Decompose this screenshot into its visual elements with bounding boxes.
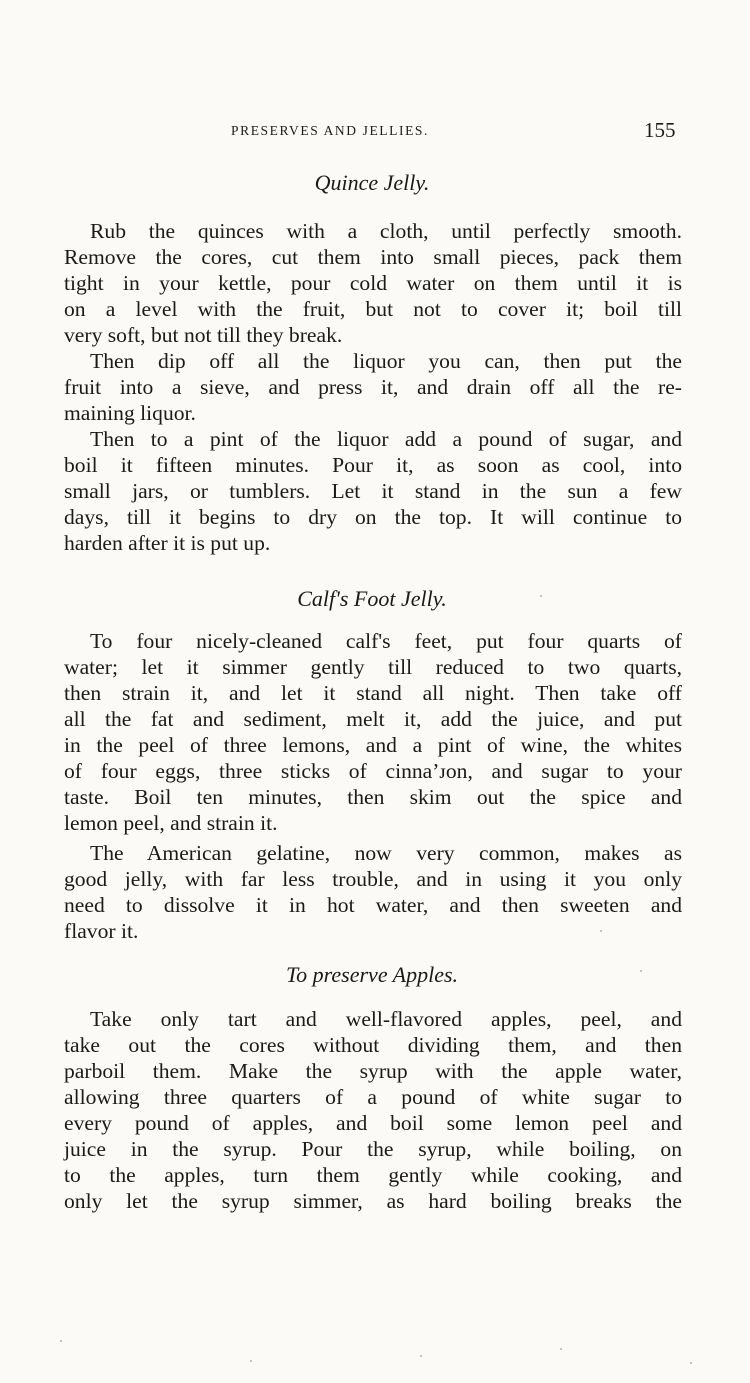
text-line: The American gelatine, now very common, makes as bbox=[90, 841, 682, 865]
text-line: to the apples, turn them gently while cooking, and bbox=[64, 1163, 682, 1187]
text-line: water; let it simmer gently till reduced to two quarts, bbox=[64, 655, 682, 679]
text-line: take out the cores without dividing them, and then bbox=[64, 1033, 682, 1057]
scan-speck bbox=[250, 1360, 252, 1362]
paragraph bbox=[64, 840, 682, 944]
scan-speck bbox=[560, 1348, 562, 1350]
text-line: allowing three quarters of a pound of white sugar to bbox=[64, 1085, 682, 1109]
text-line: need to dissolve it in hot water, and then sweeten and bbox=[64, 893, 682, 917]
running-head bbox=[0, 118, 750, 146]
scan-speck bbox=[600, 930, 602, 932]
text-line: flavor it. bbox=[64, 919, 139, 943]
text-line: small jars, or tumblers. Let it stand in the sun a few bbox=[64, 479, 682, 503]
text-line: Take only tart and well-flavored apples, peel, and bbox=[90, 1007, 682, 1031]
text-line: on a level with the fruit, but not to cover it; boil till bbox=[64, 297, 682, 321]
text-line: good jelly, with far less trouble, and in using it you only bbox=[64, 867, 682, 891]
paragraph bbox=[64, 1006, 682, 1214]
text-line: To four nicely-cleaned calf's feet, put four quarts of bbox=[90, 629, 682, 653]
text-line: maining liquor. bbox=[64, 401, 196, 425]
section-heading-quince-jelly: Quince Jelly. bbox=[314, 170, 430, 195]
text-line: lemon peel, and strain it. bbox=[64, 811, 278, 835]
scan-speck bbox=[690, 1362, 692, 1364]
text-line: taste. Boil ten minutes, then skim out the spice and bbox=[64, 785, 682, 809]
text-line: Remove the cores, cut them into small pieces, pack them bbox=[64, 245, 682, 269]
scan-speck bbox=[640, 970, 642, 972]
text-line: of four eggs, three sticks of cinna’ᴊon, and sugar to your bbox=[64, 759, 682, 783]
text-line: all the fat and sediment, melt it, add the juice, and put bbox=[64, 707, 682, 731]
text-line: very soft, but not till they break. bbox=[64, 323, 343, 347]
page-number: 155 bbox=[644, 118, 676, 142]
text-line: days, till it begins to dry on the top. It will continue to bbox=[64, 505, 682, 529]
text-line: then strain it, and let it stand all night. Then take off bbox=[64, 681, 682, 705]
text-line: parboil them. Make the syrup with the apple water, bbox=[64, 1059, 682, 1083]
text-line: only let the syrup simmer, as hard boiling breaks the bbox=[64, 1189, 682, 1213]
text-line: Then dip off all the liquor you can, then put the bbox=[90, 349, 682, 373]
scan-speck bbox=[420, 1355, 422, 1357]
text-line: fruit into a sieve, and press it, and drain off all the re- bbox=[64, 375, 682, 399]
text-line: juice in the syrup. Pour the syrup, while boiling, on bbox=[64, 1137, 682, 1161]
text-line: harden after it is put up. bbox=[64, 531, 271, 555]
scan-speck bbox=[60, 1340, 62, 1342]
scan-speck bbox=[540, 595, 542, 597]
text-line: tight in your kettle, pour cold water on them until it is bbox=[64, 271, 682, 295]
text-line: Then to a pint of the liquor add a pound of sugar, and bbox=[90, 427, 682, 451]
text-line: Rub the quinces with a cloth, until perfectly smooth. bbox=[90, 219, 682, 243]
section-heading-calfs-foot-jelly: Calf's Foot Jelly. bbox=[297, 586, 447, 611]
paragraph bbox=[64, 348, 682, 426]
running-title: PRESERVES AND JELLIES. bbox=[231, 123, 430, 138]
text-line: boil it fifteen minutes. Pour it, as soon as cool, into bbox=[64, 453, 682, 477]
text-line: in the peel of three lemons, and a pint of wine, the whites bbox=[64, 733, 682, 757]
paragraph bbox=[64, 218, 682, 348]
paragraph bbox=[64, 426, 682, 556]
paragraph bbox=[64, 628, 682, 836]
section-heading-to-preserve-apples: To preserve Apples. bbox=[285, 962, 459, 987]
text-line: every pound of apples, and boil some lemon peel and bbox=[64, 1111, 682, 1135]
